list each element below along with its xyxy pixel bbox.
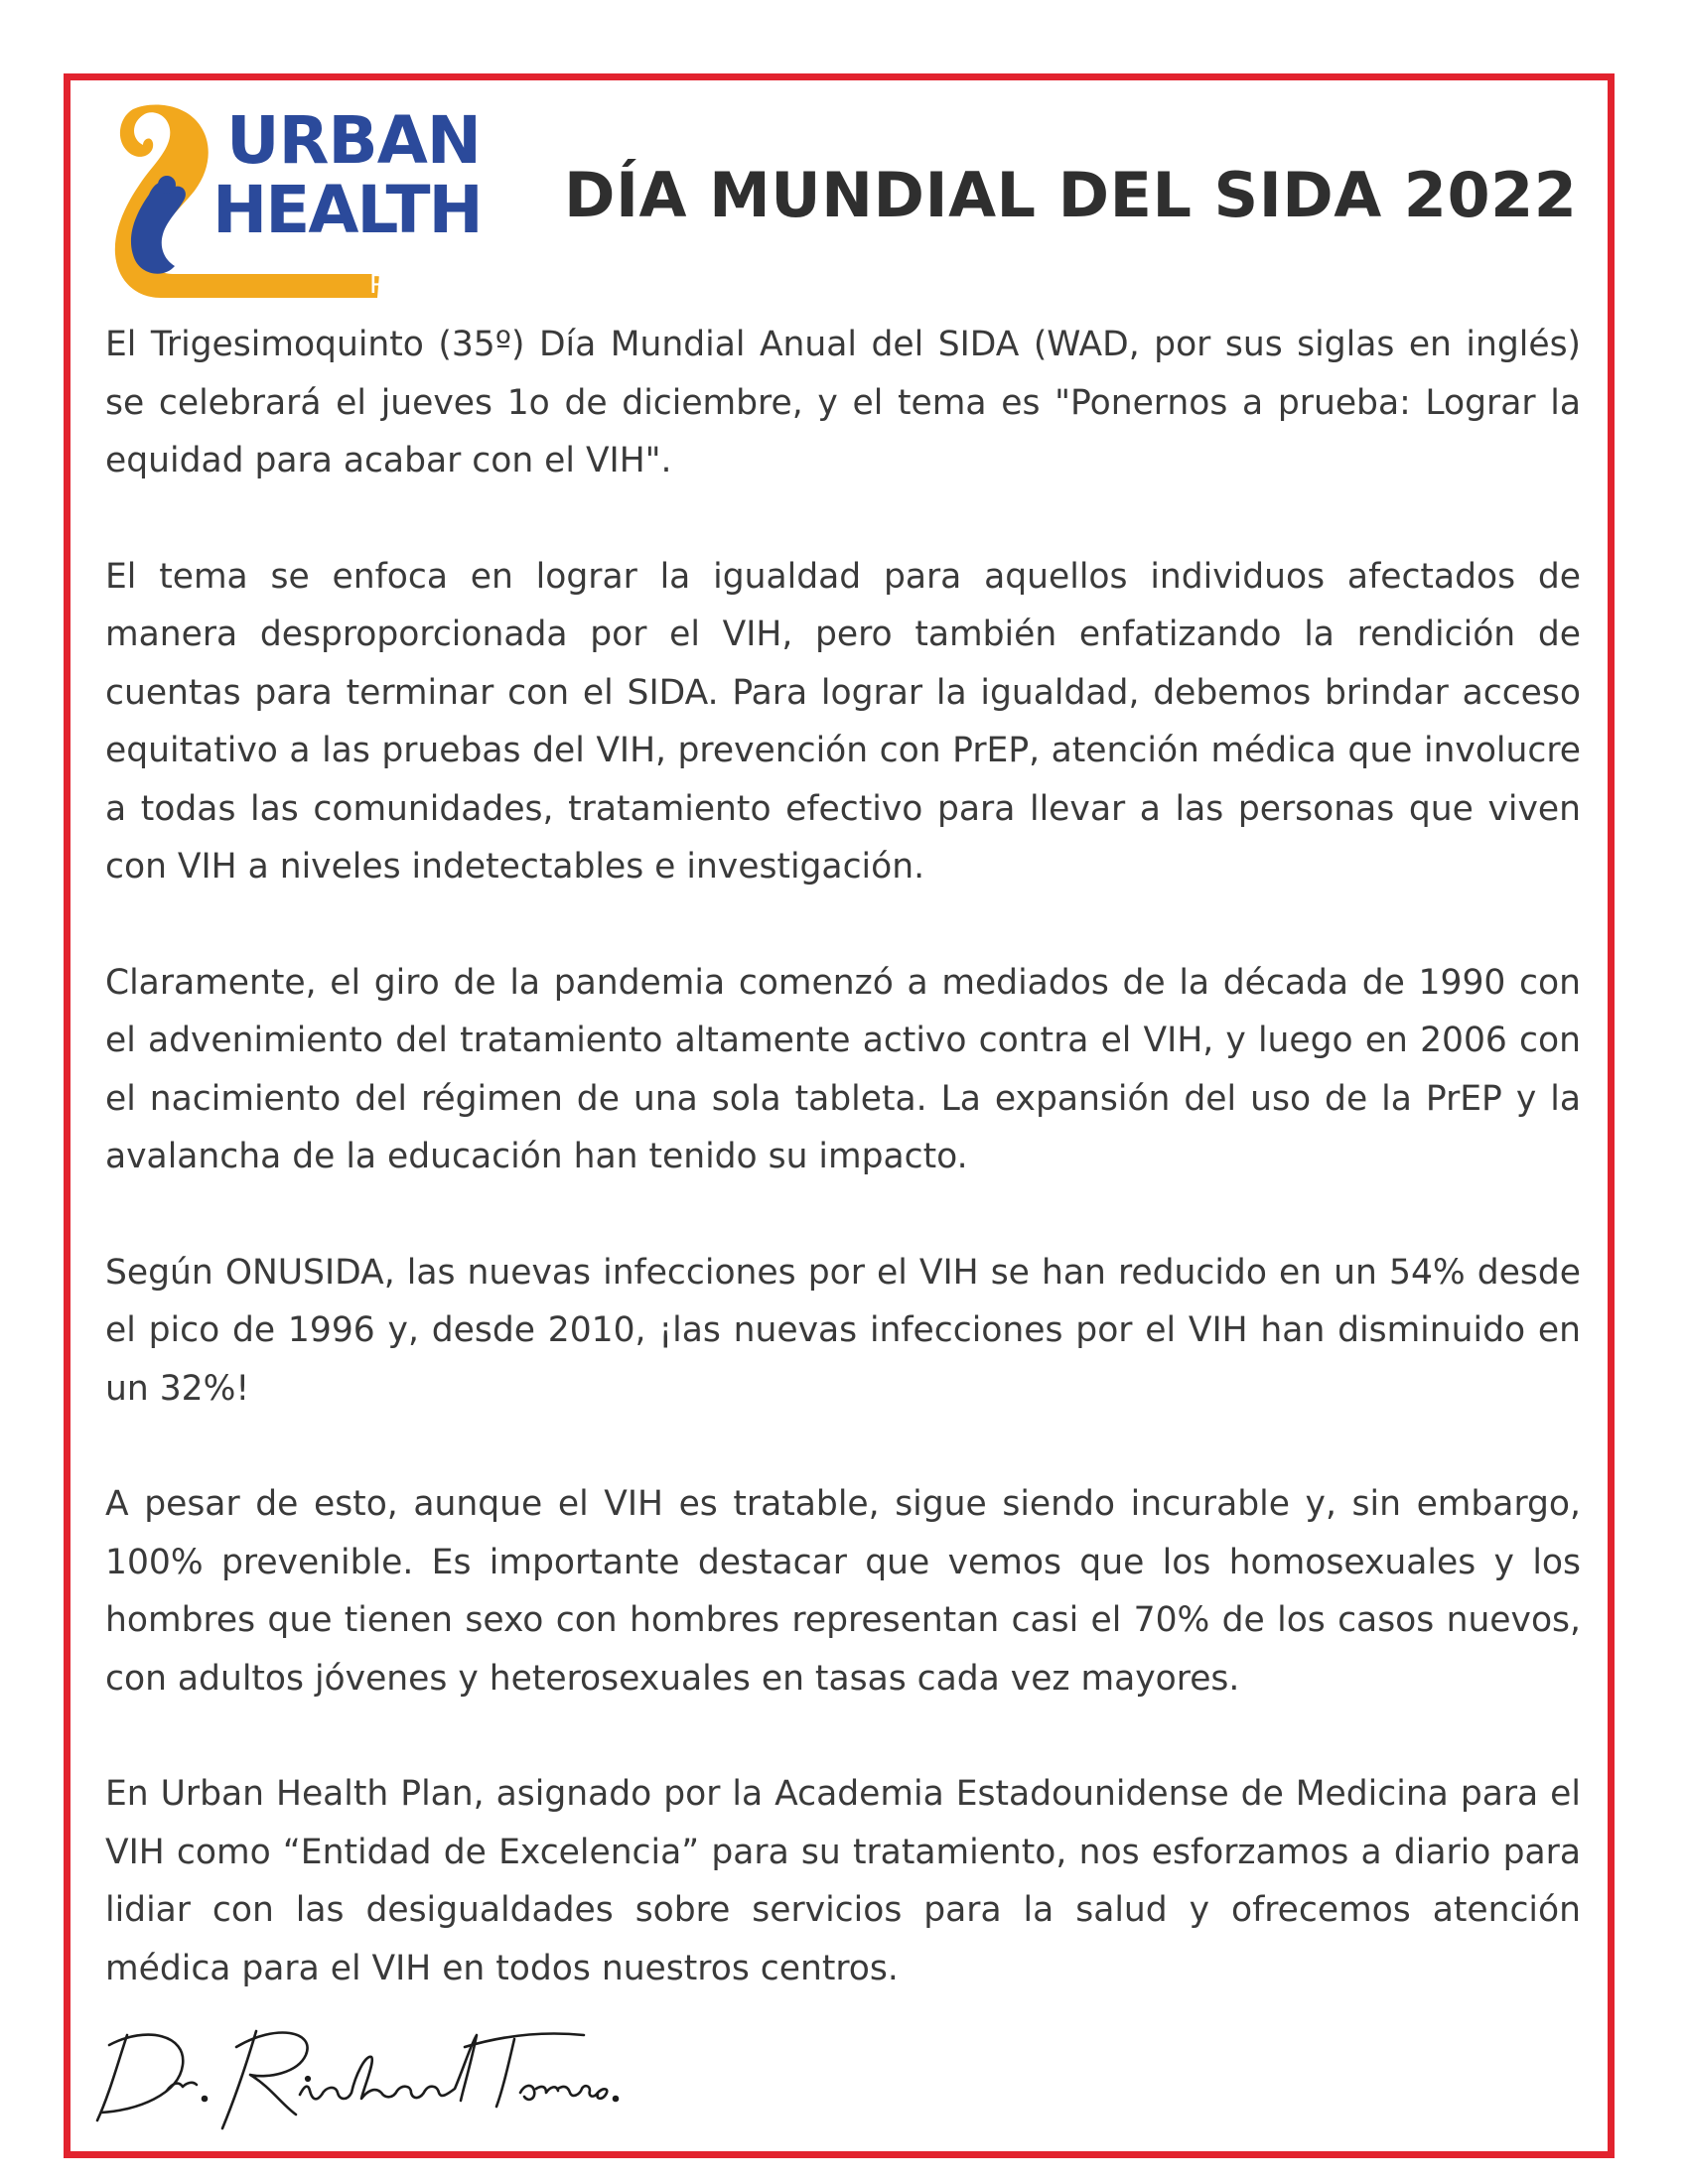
page-title: DÍA MUNDIAL DEL SIDA 2022 [564, 159, 1578, 231]
paragraph-urban-health-plan: En Urban Health Plan, asignado por la Academia Estadounidense de Medicina para el VIH como “Entidad de Excelencia” para su tratamiento, nos esforzamos a diario para lidiar con las desigualdades sobre servicios para la salud y ofrecemos atención médica para el VIH en todos nuestros centros. [105, 1774, 1581, 1988]
paragraph-theme: El tema se enfoca en lograr la igualdad para aquellos individuos afectados de manera desproporcionada por el VIH, pero también enfatizando la rendición de cuentas para terminar con el SIDA. Para lograr la igualdad, debemos brindar acceso equitativo a las pruebas del VIH, prevención con PrEP, atención médica que involucre a todas las comunidades, tratamiento efectivo para llevar a las personas que viven con VIH a niveles indetectables e investigación. [105, 556, 1581, 887]
paragraph-intro: El Trigesimoquinto (35º) Día Mundial Anual del SIDA (WAD, por sus siglas en inglés) se celebrará el jueves 1o de diciembre, y el tema es "Ponernos a prueba: Lograr la equidad para acabar con el VIH". [105, 325, 1581, 480]
paragraph-prevention: A pesar de esto, aunque el VIH es tratable, sigue siendo incurable y, sin embargo, 100% prevenible. Es importante destacar que vemos que los homosexuales y los hombres que tienen sexo con hombres representan casi el 70% de los casos nuevos, con adultos jóvenes y heterosexuales en tasas cada vez mayores. [105, 1484, 1581, 1699]
logo-word-health: HEALTH [212, 172, 482, 248]
paragraph-statistics: Según ONUSIDA, las nuevas infecciones por el VIH se han reducido en un 54% desde el pico de 1996 y, desde 2010, ¡las nuevas infecciones por el VIH han disminuido en un 32%! [105, 1252, 1581, 1409]
paragraph-history: Claramente, el giro de la pandemia comenzó a mediados de la década de 1990 con el advenimiento del tratamiento altamente activo contra el VIH, y luego en 2006 con el nacimiento del régimen de una sola tableta. La expansión del uso de la PrEP y la avalancha de la educación han tenido su impacto. [105, 962, 1581, 1176]
logo-word-urban: URBAN [226, 102, 482, 179]
logo-word-plan: PLAN [369, 270, 445, 300]
urban-health-plan-logo [109, 99, 506, 303]
letter-body [105, 316, 1581, 1997]
handwritten-signature [87, 1995, 624, 2134]
